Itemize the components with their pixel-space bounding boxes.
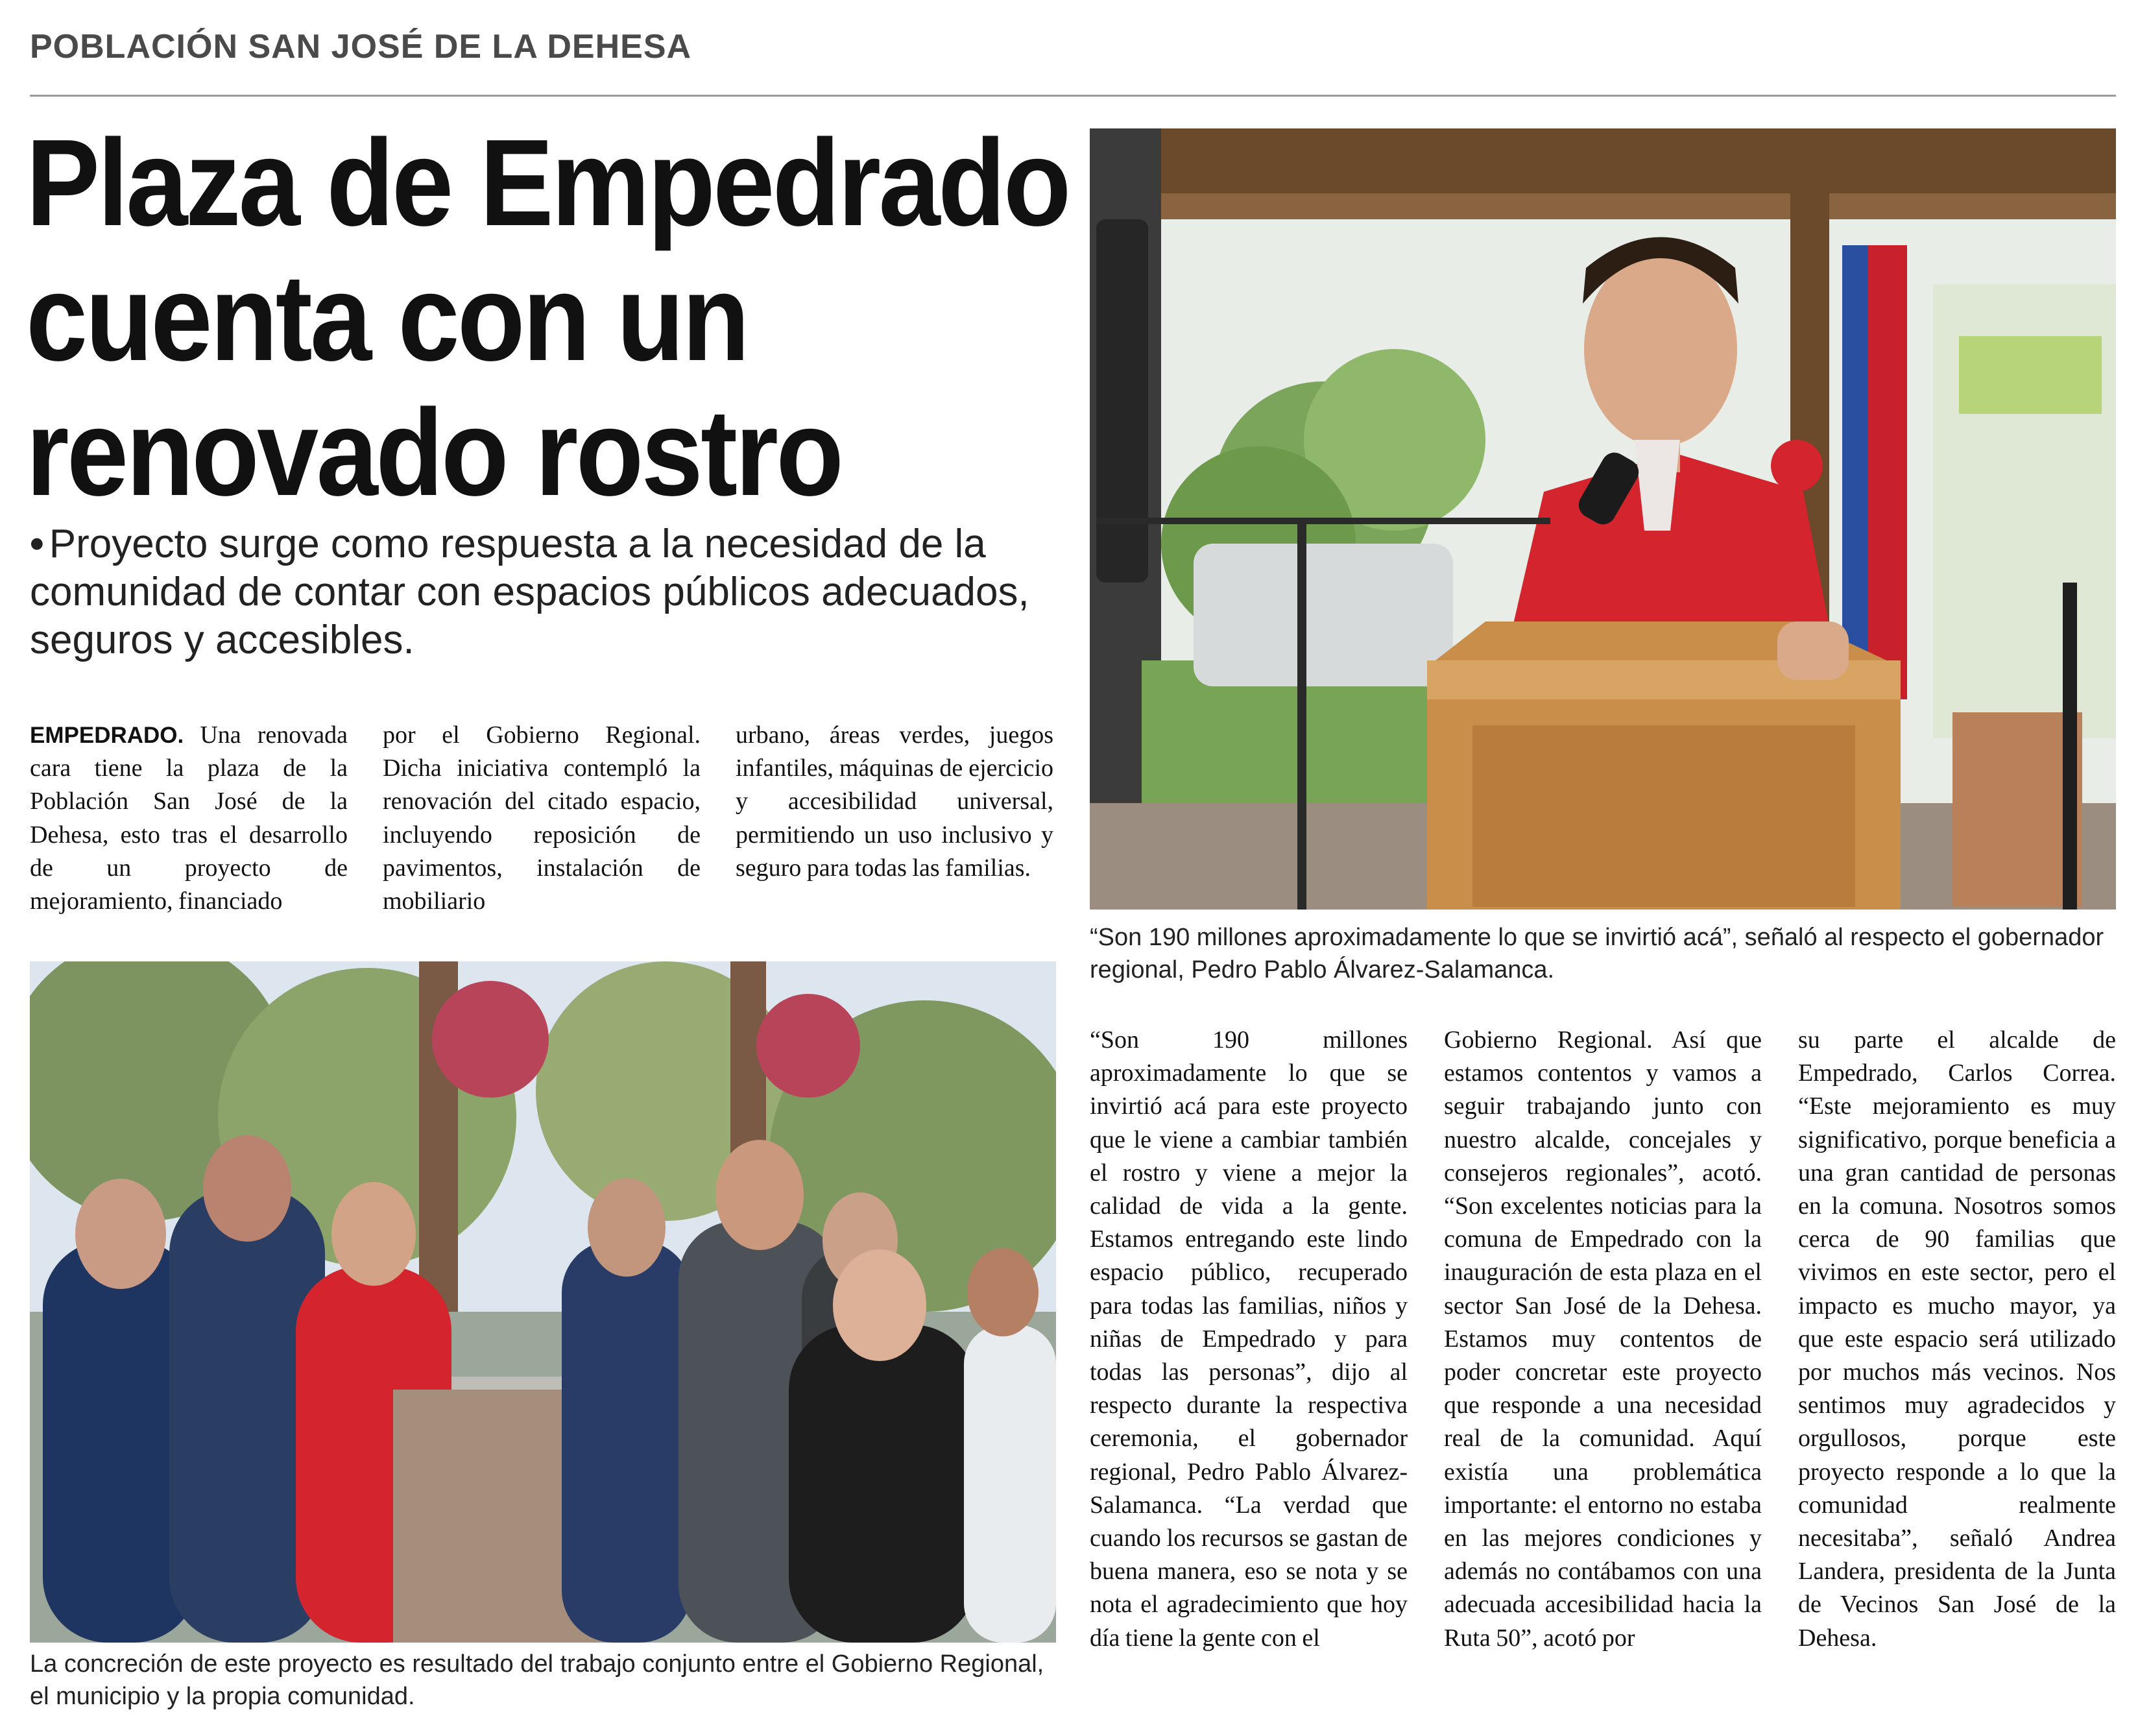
- header-divider: [30, 95, 2116, 97]
- body-column-3: urbano, áreas verdes, juegos infantiles, máquinas de ejercicio y accesibilidad universal, permitiendo un uso inclusivo y seguro para todas las familias.: [736, 721, 1053, 882]
- body-column-5: Gobierno Regional. Así que estamos contentos y vamos a seguir trabajando junto con nuestro alcalde, concejales y consejeros regionales”, acotó. “Son excelentes noticias para la comuna de Empedrado con la inauguración de esta plaza en el sector San José de la Dehesa. Estamos muy contentos de poder concretar este proyecto que responde a una necesidad real de la comunidad. Aquí existía una problemática importante: el entorno no estaba en las mejores condiciones y además no contábamos con una adecuada accesibilidad hacia la Ruta 50”, acotó por: [1444, 1026, 1762, 1652]
- body-column-4: “Son 190 millones aproximadamente lo que se invirtió acá para este proyecto que le viene a cambiar también el rostro y viene a mejor la calidad de vida a la gente. Estamos entregando este lindo espacio público, recuperado para todas las familias, niños y niñas de Empedrado y para todas las personas”, dijo al respecto durante la respectiva ceremonia, el gobernador regional, Pedro Pablo Álvarez-Salamanca. “La verdad que cuando los recursos se gastan de buena manera, eso se nota y se nota el agradecimiento que hoy día tiene la gente con el: [1090, 1026, 1408, 1652]
- group-photo: [30, 961, 1056, 1643]
- body-column-1: [30, 719, 348, 918]
- speaker-photo-caption: “Son 190 millones aproximadamente lo que se invirtió acá”, señaló al respecto el gobernador regional, Pedro Pablo Álvarez-Salamanca.: [1090, 924, 2104, 983]
- body-column-1-text: Una renovada cara tiene la plaza de la Población San José de la Dehesa, esto tras el desarrollo de un proyecto de mejoramiento, financiado: [30, 721, 348, 915]
- headline-line-2: cuenta con un: [26, 249, 748, 387]
- deck-text: Proyecto surge como respuesta a la necesidad de la comunidad de contar con espacios públicos adecuados, seguros y accesibles.: [30, 522, 1029, 662]
- group-photo-caption: La concreción de este proyecto es resultado del trabajo conjunto entre el Gobierno Regional, el municipio y la propia comunidad.: [30, 1650, 1044, 1710]
- headline-line-3: renovado rostro: [26, 384, 842, 522]
- bullet-icon: •: [30, 522, 44, 566]
- dateline: EMPEDRADO.: [30, 723, 184, 748]
- body-column-2: por el Gobierno Regional. Dicha iniciativa contempló la renovación del citado espacio, incluyendo reposición de pavimentos, instalación de mobiliario: [383, 721, 701, 915]
- headline: [26, 114, 1069, 522]
- speaker-photo: [1090, 128, 2116, 910]
- section-label: POBLACIÓN SAN JOSÉ DE LA DEHESA: [30, 28, 692, 66]
- deck-subtitle: [30, 520, 1068, 664]
- body-column-6: su parte el alcalde de Empedrado, Carlos Correa. “Este mejoramiento es muy significativo, porque beneficia a una gran cantidad de personas en la comuna. Nosotros somos cerca de 90 familias que vivimos en este sector, pero el impacto es mucho mayor, ya que este espacio será utilizado por muchos más vecinos. Nos sentimos muy agradecidos y orgullosos, porque este proyecto responde a lo que la comunidad realmente necesitaba”, señaló Andrea Landera, presidenta de la Junta de Vecinos San José de la Dehesa.: [1798, 1026, 2116, 1652]
- headline-line-1: Plaza de Empedrado: [26, 114, 1069, 252]
